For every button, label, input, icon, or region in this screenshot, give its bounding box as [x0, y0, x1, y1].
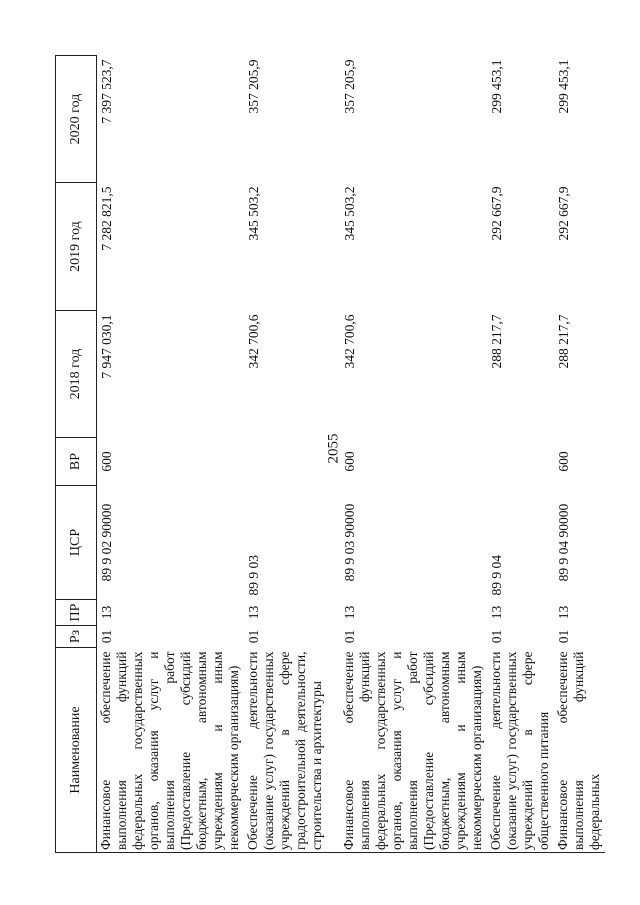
header-name: Наименование — [56, 648, 97, 853]
header-2020: 2020 год — [56, 56, 97, 183]
header-pr: ПР — [56, 600, 97, 626]
row-2019: 7 282 821,5 — [99, 186, 114, 251]
row-2020: 299 453,1 — [489, 59, 504, 114]
row-2018: 342 700,6 — [342, 314, 357, 369]
header-csr: ЦСР — [56, 486, 97, 600]
row-2018: 288 217,7 — [489, 314, 504, 369]
row-2019: 292 667,9 — [556, 186, 571, 241]
row-rz: 01 — [556, 629, 571, 644]
table-row — [487, 56, 554, 853]
row-vr: 600 — [556, 451, 571, 472]
budget-table — [55, 55, 605, 853]
table-row — [554, 56, 605, 853]
row-name: Финансовое обеспечение выполнения функций федеральных — [554, 648, 605, 853]
row-name: Обеспечение деятельности (оказание услуг) государственных учреждений в сфере общественного питания — [487, 648, 554, 853]
row-2018: 288 217,7 — [556, 314, 571, 369]
row-name: Финансовое обеспечение выполнения функций федеральных государственных органов, оказания услуг и выполнения работ (Предоставление субсидий бюджетным, автономным учреждениям и иным некоммерческим организациям) — [97, 648, 245, 853]
row-pr: 13 — [99, 605, 114, 620]
row-csr: 89 9 04 90000 — [556, 503, 571, 582]
row-csr: 89 9 03 90000 — [342, 503, 357, 582]
row-vr: 600 — [99, 451, 114, 472]
header-2018: 2018 год — [56, 311, 97, 438]
row-rz: 01 — [342, 629, 357, 644]
table-row — [340, 56, 487, 853]
row-2018: 7 947 030,1 — [99, 314, 114, 379]
row-pr: 13 — [489, 605, 504, 620]
page-number: 2055 — [325, 433, 342, 464]
table-row — [97, 56, 245, 853]
table-header-row — [56, 56, 97, 853]
row-2018: 342 700,6 — [246, 314, 261, 369]
row-pr: 13 — [342, 605, 357, 620]
row-pr: 13 — [556, 605, 571, 620]
rotated-table-container — [55, 56, 602, 853]
row-csr: 89 9 03 — [246, 555, 261, 596]
header-vr: ВР — [56, 438, 97, 486]
row-csr: 89 9 04 — [489, 555, 504, 596]
row-vr — [487, 438, 554, 486]
row-2019: 345 503,2 — [342, 186, 357, 241]
row-rz: 01 — [489, 629, 504, 644]
row-2019: 345 503,2 — [246, 186, 261, 241]
row-2019: 292 667,9 — [489, 186, 504, 241]
row-pr: 13 — [246, 605, 261, 620]
row-2020: 299 453,1 — [556, 59, 571, 114]
row-csr: 89 9 02 90000 — [99, 503, 114, 582]
table-row — [244, 56, 340, 853]
header-2019: 2019 год — [56, 183, 97, 311]
row-2020: 7 397 523,7 — [99, 59, 114, 124]
row-2020: 357 205,9 — [246, 59, 261, 114]
row-name: Финансовое обеспечение выполнения функций федеральных государственных органов, оказания услуг и выполнения работ (Предоставление субсидий бюджетным, автономным учреждениям и иным некоммерческим организациям) — [340, 648, 487, 853]
row-vr: 600 — [342, 451, 357, 472]
row-rz: 01 — [99, 629, 114, 644]
row-2020: 357 205,9 — [342, 59, 357, 114]
row-vr — [244, 438, 340, 486]
header-rz: Рз — [56, 626, 97, 648]
row-rz: 01 — [246, 629, 261, 644]
row-name: Обеспечение деятельности (оказание услуг) государственных учреждений в сфере градостроительной деятельности, строительства и архитектуры — [244, 648, 340, 853]
